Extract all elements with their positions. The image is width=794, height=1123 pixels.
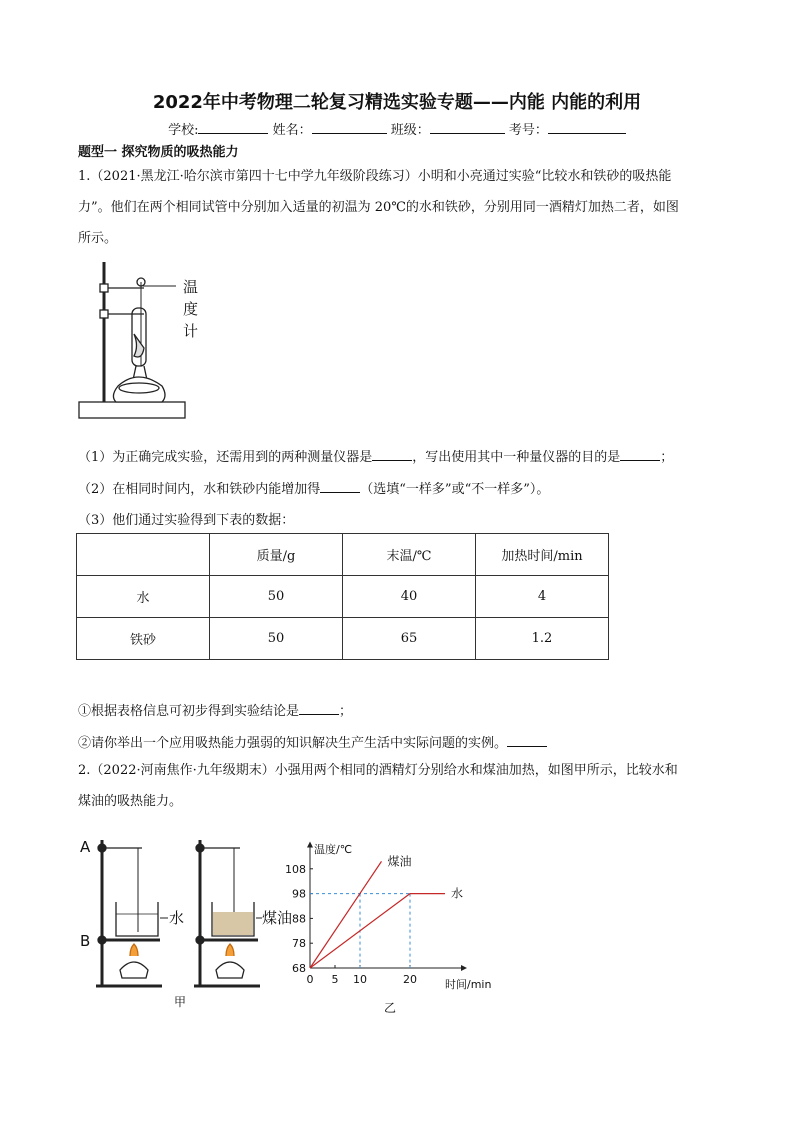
y-tick-label: 68 bbox=[292, 962, 306, 975]
q1-line-2: 力”。他们在两个相同试管中分别加入适量的初温为 20℃的水和铁砂，分别用同一酒精灯加热二者，如图 bbox=[78, 200, 679, 215]
x-axis-arrow bbox=[461, 965, 467, 971]
student-info-line bbox=[0, 119, 794, 138]
answer-blank[interactable] bbox=[620, 448, 660, 461]
series-label: 煤油 bbox=[387, 854, 412, 869]
x-tick-label: 10 bbox=[353, 973, 367, 986]
series-line bbox=[310, 861, 382, 968]
series-line bbox=[310, 894, 445, 968]
answer-blank[interactable] bbox=[372, 448, 412, 461]
school-label: 学校: bbox=[168, 123, 199, 138]
q1-sub-1: （1）为正确完成实验，还需用到的两种测量仪器是 ，写出使用其中一种量仪器的目的是 ； bbox=[78, 450, 674, 465]
table-row: 铁砂 50 65 1.2 bbox=[77, 618, 609, 660]
data-table bbox=[76, 533, 609, 660]
y-tick-label: 98 bbox=[292, 887, 306, 901]
label-a: A bbox=[80, 838, 91, 856]
oil-label: 煤油 bbox=[262, 909, 293, 927]
table-row: 水 50 40 4 bbox=[77, 576, 609, 618]
answer-blank[interactable] bbox=[507, 734, 547, 747]
id-blank[interactable] bbox=[548, 121, 626, 134]
x-tick-label: 20 bbox=[403, 973, 417, 986]
class-label: 班级： bbox=[390, 123, 430, 138]
x-axis-label: 时间/min bbox=[445, 978, 492, 991]
table-header-row: 质量/g 末温/℃ 加热时间/min bbox=[77, 534, 609, 576]
q1-item-1: ①根据表格信息可初步得到实验结论是 ； bbox=[78, 704, 353, 719]
q1-sub-3: （3）他们通过实验得到下表的数据： bbox=[78, 513, 295, 528]
q2-line-2: 煤油的吸热能力。 bbox=[78, 794, 183, 809]
stand-base bbox=[79, 402, 185, 418]
page-title: 2022年中考物理二轮复习精选实验专题——内能 内能的利用 bbox=[152, 92, 642, 113]
school-blank[interactable] bbox=[198, 121, 268, 134]
y-tick-label: 108 bbox=[285, 862, 306, 876]
y-axis-arrow bbox=[307, 841, 313, 847]
fig-yi-label: 乙 bbox=[384, 1001, 397, 1015]
water-label: 水 bbox=[169, 909, 185, 927]
q2-line-1: 2.（2022·河南焦作·九年级期末）小强用两个相同的酒精灯分别给水和煤油加热，如图甲所示，比较水和 bbox=[78, 763, 678, 778]
name-blank[interactable] bbox=[312, 121, 387, 134]
label-b: B bbox=[80, 932, 91, 950]
x-tick-label: 0 bbox=[306, 973, 314, 986]
q2-apparatus-figure bbox=[76, 826, 291, 1011]
x-tick-label: 5 bbox=[331, 973, 339, 986]
answer-blank[interactable] bbox=[299, 702, 339, 715]
series-label: 水 bbox=[451, 886, 464, 901]
temperature-time-chart bbox=[285, 834, 505, 1019]
name-label: 姓名： bbox=[272, 123, 312, 138]
q1-line-3: 所示。 bbox=[78, 231, 118, 246]
fig-jia-label: 甲 bbox=[174, 995, 187, 1009]
y-tick-label: 88 bbox=[292, 912, 306, 926]
id-label: 考号： bbox=[508, 123, 548, 138]
q1-sub-2: （2）在相同时间内，水和铁砂内能增加得 （选填“一样多”或“不一样多”）。 bbox=[78, 482, 550, 497]
y-axis-label: 温度/℃ bbox=[314, 843, 353, 856]
section-title: 题型一 探究物质的吸热能力 bbox=[78, 145, 239, 160]
answer-blank[interactable] bbox=[320, 480, 360, 493]
q1-item-2: ②请你举出一个应用吸热能力强弱的知识解决生产生活中实际问题的实例。 bbox=[78, 732, 547, 751]
y-tick-label: 78 bbox=[292, 937, 306, 951]
thermometer-label: 温 度 计 bbox=[183, 278, 199, 340]
class-blank[interactable] bbox=[430, 121, 505, 134]
q1-line-1: 1.（2021·黑龙江·哈尔滨市第四十七中学九年级阶段练习）小明和小亮通过实验“比较水和铁砂的吸热能 bbox=[78, 169, 672, 184]
